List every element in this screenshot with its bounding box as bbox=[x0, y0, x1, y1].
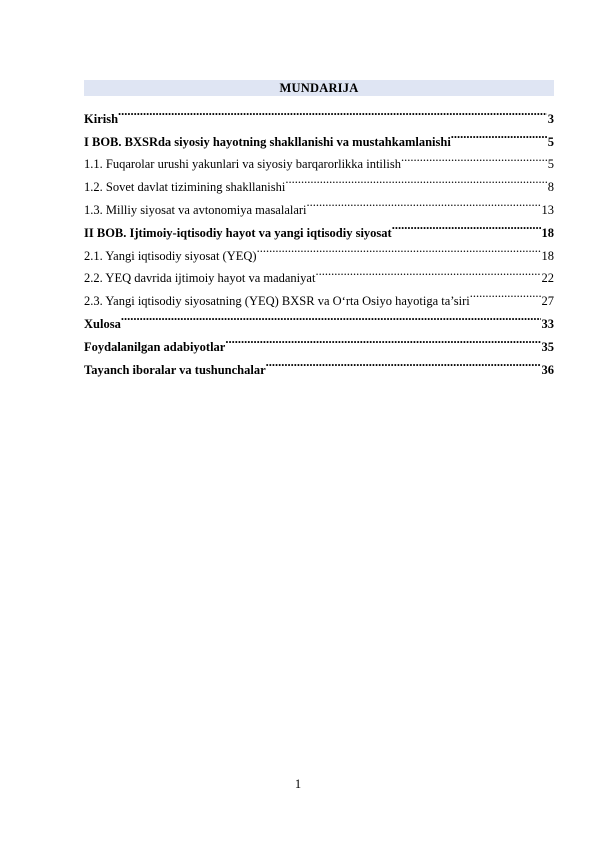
toc-entry-text: II BOB. Ijtimoiy-iqtisodiy hayot va yangi iqtisodiy siyosat bbox=[84, 225, 392, 240]
toc-dot-leader bbox=[307, 191, 541, 214]
toc-entry-text: 2.1. Yangi iqtisodiy siyosat (YEQ) bbox=[84, 248, 257, 263]
toc-dot-leader bbox=[118, 100, 547, 123]
toc-dot-leader bbox=[257, 237, 541, 260]
toc-dot-leader bbox=[470, 282, 541, 305]
toc-entry-text: Xulosa bbox=[84, 316, 121, 331]
toc-entry-page: 3 bbox=[547, 111, 554, 126]
toc-dot-leader bbox=[225, 328, 540, 351]
toc-entry-references[interactable] bbox=[84, 328, 554, 354]
toc-entry-page: 5 bbox=[547, 134, 554, 149]
table-of-contents bbox=[84, 80, 554, 377]
toc-entry-text: Foydalanilgan adabiyotlar bbox=[84, 339, 226, 354]
toc-entry-page: 13 bbox=[541, 202, 554, 217]
toc-entry-text: 2.2. YEQ davrida ijtimoiy hayot va madaniyat bbox=[84, 271, 316, 286]
toc-entry-text: I BOB. BXSRda siyosiy hayotning shakllanishi va mustahkamlanishi bbox=[84, 134, 451, 149]
toc-entry-page: 18 bbox=[541, 248, 554, 263]
toc-entry-text: Tayanch iboralar va tushunchalar bbox=[84, 362, 266, 377]
toc-entry-page: 27 bbox=[541, 294, 554, 309]
toc-dot-leader bbox=[401, 146, 547, 169]
toc-dot-leader bbox=[121, 305, 541, 328]
toc-entry-chapter-1[interactable] bbox=[84, 123, 554, 149]
toc-entry-page: 5 bbox=[547, 157, 554, 172]
toc-dot-leader bbox=[392, 214, 541, 237]
toc-dot-leader bbox=[315, 260, 540, 283]
toc-entry-text: Kirish bbox=[84, 111, 119, 126]
toc-entry-text: 1.2. Sovet davlat tizimining shakllanishi bbox=[84, 180, 286, 195]
toc-dot-leader bbox=[285, 168, 546, 191]
page-number: 1 bbox=[294, 777, 302, 791]
toc-entry-text: 1.1. Fuqarolar urushi yakunlari va siyosiy barqarorlikka intilish bbox=[84, 157, 401, 172]
toc-entry-page: 22 bbox=[541, 271, 554, 286]
toc-entry-page: 8 bbox=[547, 180, 554, 195]
toc-entry-kirish[interactable] bbox=[84, 100, 554, 126]
toc-entry-page: 18 bbox=[541, 225, 554, 240]
toc-dot-leader bbox=[451, 123, 547, 146]
toc-entry-xulosa[interactable] bbox=[84, 305, 554, 331]
toc-entry-page: 36 bbox=[541, 362, 554, 377]
toc-entry-page: 35 bbox=[541, 339, 554, 354]
toc-entry-text: 1.3. Milliy siyosat va avtonomiya masalalari bbox=[84, 202, 307, 217]
toc-title: MUNDARIJA bbox=[84, 80, 554, 96]
toc-entry-text: 2.3. Yangi iqtisodiy siyosatning (YEQ) BXSR va O‘rta Osiyo hayotiga ta’siri bbox=[84, 294, 470, 309]
toc-dot-leader bbox=[266, 351, 541, 374]
toc-entry-page: 33 bbox=[541, 316, 554, 331]
